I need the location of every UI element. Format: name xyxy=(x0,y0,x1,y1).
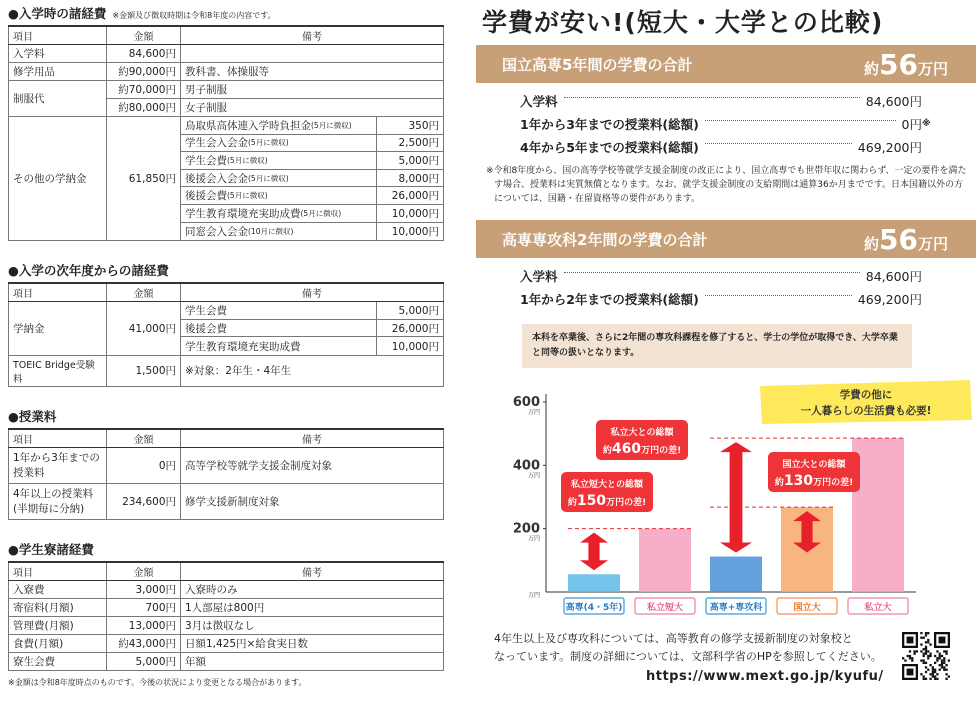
cost-line: 1年から3年までの授業料(総額) 0円 ※ xyxy=(520,116,931,132)
category-label: 高専(4・5年) xyxy=(565,603,623,613)
table-row: 寮生会費 5,000円 年額 xyxy=(9,652,444,670)
tick-unit: 万円 xyxy=(527,409,540,416)
bottom-note: 4年生以上及び専攻科については、高等教育の修学支援新制度の対象校と なっています。制度の詳細については、文部科学省のHPを参照してください。 xyxy=(494,632,882,663)
callout-amount: 約460万円の差! xyxy=(602,441,682,457)
cost-comparison-chart xyxy=(476,380,976,630)
bar xyxy=(568,574,620,592)
fee-row: 後援会費 (5月に徴収) 26,000円 xyxy=(181,187,443,205)
cost-line: 入学料 84,600円 xyxy=(520,268,922,284)
table-row: 食費(月額) 約43,000円 日額1,425円×給食実日数 xyxy=(9,634,444,652)
page-title: 学費が安い!(短大・大学との比較) xyxy=(482,8,884,37)
category-label: 国立大 xyxy=(793,603,821,613)
callout-text: 私立大との総額 xyxy=(610,428,674,438)
table-row: 寄宿料(月額) 700円 1人部屋は800円 xyxy=(9,598,444,616)
tick-label: 400 xyxy=(512,458,540,474)
table-row: 入学料 84,600円 xyxy=(9,45,444,63)
table-row: 約80,000円 女子制服 xyxy=(9,99,444,117)
table-row: 4年以上の授業料 (半期毎に分納) 234,600円 修学支援新制度対象 xyxy=(9,483,444,519)
sticky-text: 学費の他に xyxy=(839,389,893,401)
section-title: ●学生寮諸経費 xyxy=(8,541,94,557)
axis-unit: 万円 xyxy=(527,592,540,599)
cost-line: 4年から5年までの授業料(総額) 469,200円 xyxy=(520,139,922,155)
cost-line: 1年から2年までの授業料(総額) 469,200円 xyxy=(520,291,922,307)
right-column xyxy=(476,0,976,684)
cost-line: 入学料 84,600円 xyxy=(520,93,922,109)
callout-amount: 約130万円の差! xyxy=(774,473,854,489)
fee-row: 学生教育環境充実助成費 (5月に徴収) 10,000円 xyxy=(181,205,443,223)
difference-arrow xyxy=(580,533,608,571)
section-title: ●入学時の諸経費 ※金額及び徴収時期は令和8年度の内容です。 xyxy=(8,6,276,21)
fee-row: 同窓会入会金 (10月に徴収) 10,000円 xyxy=(181,223,443,241)
bar xyxy=(639,529,691,592)
sticky-text: 一人暮らしの生活費も必要! xyxy=(800,405,932,417)
difference-arrow xyxy=(720,442,752,552)
bar xyxy=(710,557,762,592)
tick-label: 200 xyxy=(512,521,540,537)
fee-row: 鳥取県高体連入学時負担金 (5月に徴収) 350円 xyxy=(181,117,443,135)
table-row: 学納金 41,000円 学生会費 5,000円 後援会費 26,000円 学生教育環境充実助成費 10,000円 xyxy=(9,302,444,356)
qr-code-icon[interactable] xyxy=(902,632,950,680)
callout-amount: 約150万円の差! xyxy=(567,493,647,509)
section-title: ●入学の次年度からの諸経費 xyxy=(8,263,169,279)
category-label: 私立短大 xyxy=(646,603,684,613)
table-row: 1年から3年までの 授業料 0円 高等学校等就学支援金制度対象 xyxy=(9,447,444,483)
mext-link[interactable]: https://www.mext.go.jp/kyufu/ xyxy=(646,669,884,684)
senkoka-note: 本科を卒業後、さらに2年間の専攻科課程を修了すると、学士の学位が取得でき、大学卒業と同等の扱いとなります。 xyxy=(522,324,912,368)
fee-row: 学生会入会金 (5月に徴収) 2,500円 xyxy=(181,135,443,153)
next-year-table: 項目 金額 備考 学納金 41,000円 学生会費 5,000円 後援会費 26,000円 学生教育環境充実助成費 10,000円 TOEIC Bridge受験料 1,500円 ※対象：2年生・4年生 xyxy=(8,282,444,387)
tuition-table: 項目 金額 備考 1年から3年までの 授業料 0円 高等学校等就学支援金制度対象 4年以上の授業料 (半期毎に分納) 234,600円 修学支援新制度対象 xyxy=(8,428,444,520)
tick-unit: 万円 xyxy=(527,472,540,480)
fee-row: 後援会費 26,000円 xyxy=(181,320,443,338)
fee-row: 後援会入会金 (5月に徴収) 8,000円 xyxy=(181,170,443,188)
category-label: 高専+専攻科 xyxy=(709,603,763,613)
callout-text: 国立大との総額 xyxy=(782,460,846,470)
cost-lines-kosen xyxy=(520,89,932,158)
table-row: 入寮費 3,000円 入寮時のみ xyxy=(9,580,444,598)
dorm-table: 項目 金額 備考 入寮費 3,000円 入寮時のみ 寄宿料(月額) 700円 1人部屋は800円 管理費(月額) 13,000円 3月は徴収なし 食費(月額) 約43,000円 日額1,425円×給食実日数 寮生会費 5,000円 年額 xyxy=(8,561,444,671)
table-row: TOEIC Bridge受験料 1,500円 ※対象：2年生・4年生 xyxy=(9,355,444,386)
table-row: 修学用品 約90,000円 教科書、体操服等 xyxy=(9,63,444,81)
total-band-senkoka: 高専専攻科2年間の学費の合計 約56万円 xyxy=(476,220,976,258)
cost-lines-senkoka xyxy=(520,264,932,310)
table-row: 制服代 約70,000円 男子制服 xyxy=(9,81,444,99)
table-row: 管理費(月額) 13,000円 3月は徴収なし xyxy=(9,616,444,634)
category-label: 私立大 xyxy=(864,603,892,613)
tick-label: 600 xyxy=(512,395,540,410)
callout-text: 私立短大との総額 xyxy=(570,480,644,490)
tuition-note: ※令和8年度から、国の高等学校等就学支援金制度の改正により、国立高専でも世帯年収に関わらず、一定の要件を満たす場合、授業料は実質無償となります。なお、就学支援金制度の支給期間は通算36か月までです。日本国籍以外の方については、国籍・在留資格等の要件があります。 xyxy=(486,166,967,204)
section-title: ●授業料 xyxy=(8,408,57,424)
fee-row: 学生会費 5,000円 xyxy=(181,302,443,320)
fee-row: 学生会費 (5月に徴収) 5,000円 xyxy=(181,152,443,170)
total-band-kosen: 国立高専5年間の学費の合計 約56万円 xyxy=(476,45,976,83)
tick-unit: 万円 xyxy=(527,535,540,543)
table-row: その他の学納金 61,850円 鳥取県高体連入学時負担金 (5月に徴収) 350円 学生会入会金 (5月に徴収) 2,500円 学生会費 (5月に徴収) 5,000円 後援会入会金 (5月に徴収) 8,000円 後援会費 (5月に徴収) 26,000円 学生教育環境充実助成費 (5月に徴収) 10,000円 同窓会入会金 (10月に徴収) 10,000円 xyxy=(9,117,444,241)
sticky-note xyxy=(760,380,972,424)
entry-cost-table: 項目 金額 備考 入学料 84,600円 修学用品 約90,000円 教科書、体操服等 制服代 約70,000円 男子制服 約80,000円 女子制服 その他の学納金 61,850円 鳥取県高体連入学時負担金 (5月に徴収) 350円 学生会入会金 (5月に徴収) 2,500円 学生会費 (5月に徴収) 5,000円 後援会入会金 (5月に徴収) 8,000円 後援会費 (5月に徴収) 26,000円 学生教育環境充実助成費 (5月に徴収) 10,000円 同窓会入会金 (10月に徴収) 10,000円 xyxy=(8,25,444,241)
fee-row: 学生教育環境充実助成費 10,000円 xyxy=(181,337,443,355)
left-column xyxy=(8,4,444,688)
footnote: ※金額は令和8年度時点のものです。今後の状況により変更となる場合があります。 xyxy=(8,677,307,687)
